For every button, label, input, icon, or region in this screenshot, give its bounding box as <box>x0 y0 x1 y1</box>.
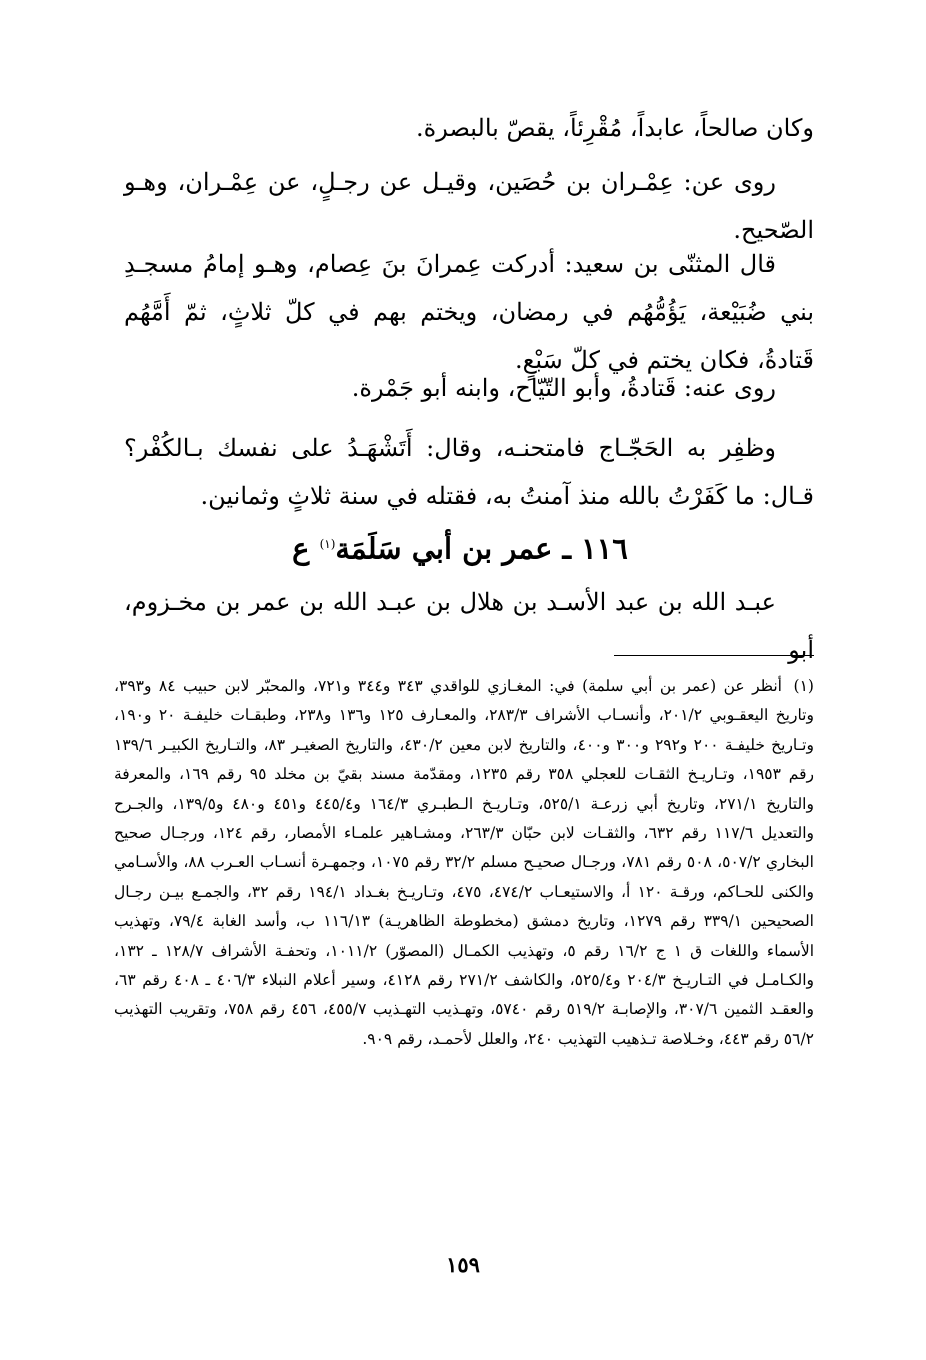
entry-heading <box>150 520 770 573</box>
entry-heading-text: ١١٦ ـ عمر بن أبي سَلَمَة <box>335 531 628 566</box>
paragraph-description: وكان صالحاً، عابداً، مُقْرِئاً، يقصّ بالبصرة. <box>416 114 814 142</box>
page-number: ١٥٩ <box>446 1252 480 1277</box>
footnote-title: أنظر عن (عمر بن أبي سلمة) في: <box>549 677 782 695</box>
footnote-text: المغـازي للواقدي ٣٤٣ و٣٤٤ و٧٢١، والمحبّر لابن حبيب ٨٤ و٣٩٣، وتاريخ اليعقـوبي ٢٠١/٢، وأنسـاب الأشراف ٢٨٣/٣، والمعـارف ١٢٥ و١٣٦ و٢٣٨، وطبقـات خليفـة ٢٠ و١٩٠، وتـاريخ خليفـة ٢٠٠ و٢٩٢ و٣٠٠ و٤٠٠، والتاريخ لابن معين ٤٣٠/٢، والتاريخ الصغيـر ٨٣، والتـاريخ الكبيـر ١٣٩/٦ رقم ١٩٥٣، وتـاريـخ الثقـات للعجلي ٣٥٨ رقم ١٢٣٥، ومقدّمة مسند بقيّ بن مخلد ٩٥ رقم ١٦٩، والمعرفة والتاريخ ٢٧١/١، وتاريخ أبي زرعـة ٥٢٥/١، وتـاريـخ الـطبـري ١٦٤/٣ و٤٤٥/٤ و٤٥١ و٤٨٠ و١٣٩/٥، والجـرح والتعديل ١١٧/٦ رقم ٦٣٢، والثقـات لابن حبّان ٢٦٣/٣، ومشـاهير علمـاء الأمصار، رقم ١٢٤، ورجـال صحيح البخاري ٥٠٧/٢، ٥٠٨ رقم ٧٨١، ورجـال صحيـح مسلم ٣٢/٢ رقم ١٠٧٥، وجمهـرة أنسـاب العـرب ٨٨، والأسـامي والكنى للحـاكم، ورقـة ١٢٠ أ، والاستيعـاب ٤٧٤/٢، ٤٧٥، وتـاريـخ بغـداد ١٩٤/١ رقم ٣٢، والجمـع بيـن رجـال الصحيحين ٣٣٩/١ رقم ١٢٧٩، وتاريخ دمشق (مخطوطة الظاهريـة) ١١٦/١٣ ب، وأسد الغابة ٧٩/٤، وتهذيب الأسماء واللغات ق ١ ج ١٦/٢ رقم ٥، وتهذيب الكمـال (المصوّر) ١٠١١/٢، وتحفـة الأشراف ١٢٨/٧ ـ ١٣٢، والكـامـل في التـاريـخ ٢٠٤/٣ و٥٢٥/٤، والكاشف ٢٧١/٢ رقم ٤١٢٨، وسير أعلام النبلاء ٤٠٦/٣ ـ ٤٠٨ رقم ٦٣، والعقـد الثمين ٣٠٧/٦، والإصابـة ٥١٩/٢ رقم ٥٧٤٠، وتهـذيب التهـذيب ٤٥٥/٧، ٤٥٦ رقم ٧٥٨، وتقريب التهذيب ٥٦/٢ رقم ٤٤٣، وخـلاصة تـذهيب التهذيب ٢٤٠، والعلل لأحمـد، رقم ٩٠٩. <box>114 677 815 1048</box>
entry-symbol: ع <box>292 531 310 566</box>
paragraph-lineage: عبـد الله بن عبد الأسـد بن هلال بن عبـد الله بن عمر بن مخـزوم، أبو <box>124 588 814 664</box>
footnote-reference: (١) <box>319 537 336 551</box>
paragraph-narration: روى عن: عِمْـران بن حُصَين، وقيـل عن رجـلٍ، عن عِمْـران، وهـو الصّحيح. <box>124 168 814 244</box>
footnote-divider <box>614 655 814 656</box>
paragraph-narrators: روى عنه: قَتادةُ، وأبو التّيّاح، وابنه أبو جَمْرة. <box>351 374 776 402</box>
paragraph-story: وظفِر به الحَجّـاج فامتحنـه، وقال: أَتَشْهَـدُ على نفسك بـالكُفْر؟ قـال: ما كَفَرْتُ بالله منذ آمنتُ به، فقتله في سنة ثلاثٍ وثمانين. <box>124 434 814 510</box>
footnote-marker: (١) <box>793 677 814 695</box>
footnote <box>114 672 814 1054</box>
paragraph-quote: قال المثنّى بن سعيد: أدركت عِمرانَ بنَ عِصام، وهـو إمامُ مسجـدِ بني ضُبَيْعة، يَؤُمُّهُم في رمضان، ويختم بهم في كلّ ثلاثٍ، ثمّ أَمَّهُم قَتادةُ، فكان يختم في كلّ سَبْعٍ. <box>124 250 814 374</box>
